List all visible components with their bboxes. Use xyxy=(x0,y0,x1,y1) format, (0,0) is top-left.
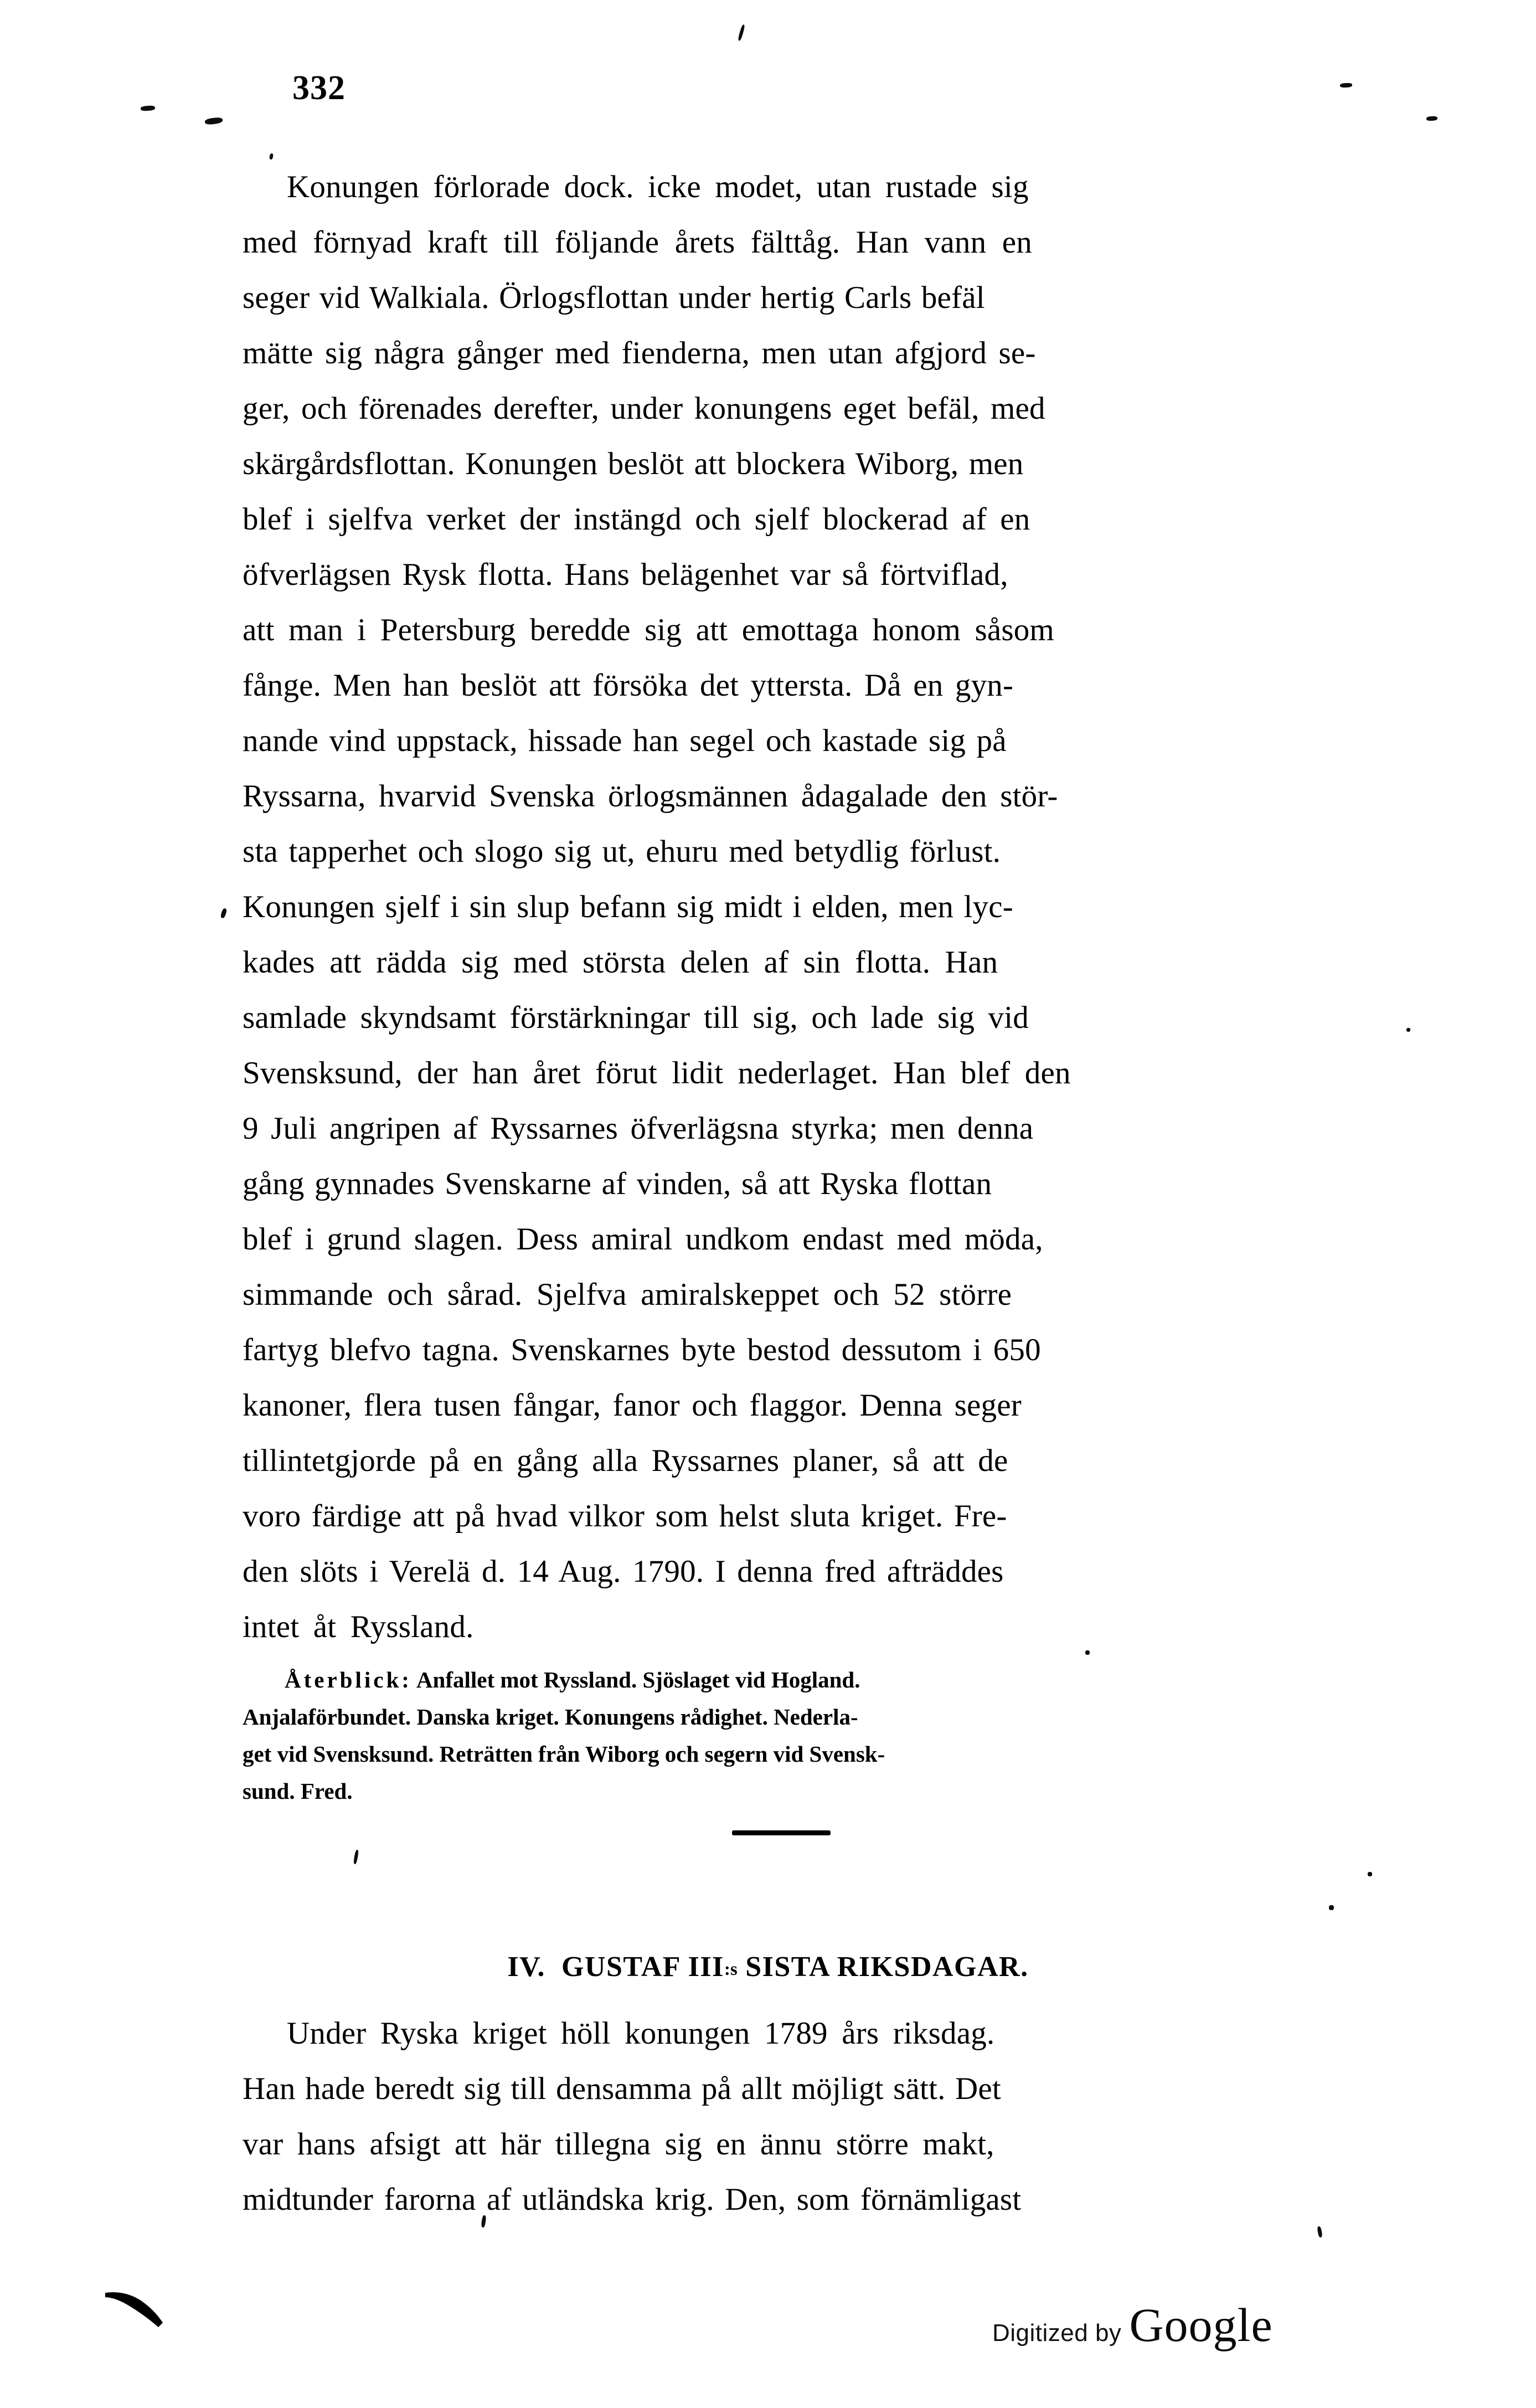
scan-speck xyxy=(269,153,274,159)
body-text-line: den slöts i Verelä d. 14 Aug. 1790. I denna fred afträddes xyxy=(243,1554,1004,1589)
body-text-line: samlade skyndsamt förstärkningar till sig, och lade sig vid xyxy=(243,1000,1029,1035)
body-text-line: simmande och sårad. Sjelfva amiralskeppet och 52 större xyxy=(243,1277,1012,1312)
body-text-line: sta tapperhet och slogo sig ut, ehuru med betydlig förlust. xyxy=(243,834,1001,869)
scan-speck xyxy=(1368,1872,1372,1876)
body-text-line: kanoner, flera tusen fångar, fanor och flaggor. Denna seger xyxy=(243,1388,1022,1423)
recap-label: Återblick: xyxy=(285,1667,412,1692)
scan-smudge-artifact xyxy=(105,2286,210,2334)
body-text-line: med förnyad kraft till följande årets fälttåg. Han vann en xyxy=(243,225,1032,260)
scan-speck xyxy=(1406,1028,1410,1032)
recap-line: sund. Fred. xyxy=(243,1778,353,1804)
body-text-line: att man i Petersburg beredde sig att emottaga honom såsom xyxy=(243,613,1054,647)
google-watermark xyxy=(992,2297,1273,2358)
section-divider-rule xyxy=(732,1830,831,1835)
body-text-line: mätte sig några gånger med fienderna, men utan afgjord se- xyxy=(243,336,1036,371)
running-head xyxy=(0,71,1536,115)
scan-speck xyxy=(1329,1905,1334,1910)
body-paragraph xyxy=(243,159,1295,1655)
watermark-prefix-text: Digitized by xyxy=(992,2319,1122,2347)
body-text-line: kades att rädda sig med största delen af sin flotta. Han xyxy=(243,945,998,980)
body-text-line: nande vind uppstack, hissade han segel och kastade sig på xyxy=(243,723,1007,758)
body-text-line: Konungen förlorade dock. icke modet, utan rustade sig xyxy=(287,169,1029,204)
body-text-line: Ryssarna, hvarvid Svenska örlogsmännen ådagalade den stör- xyxy=(243,779,1058,814)
body-text-line: fartyg blefvo tagna. Svenskarnes byte bestod dessutom i 650 xyxy=(243,1332,1041,1367)
body-text-line: gång gynnades Svenskarne af vinden, så att Ryska flottan xyxy=(243,1166,992,1201)
chapter-title-main: GUSTAF III xyxy=(561,1951,724,1983)
tail-text-line: midtunder farorna af utländska krig. Den, som förnämligast xyxy=(243,2182,1022,2217)
tail-paragraph xyxy=(243,2006,1295,2227)
recap-line: get vid Svensksund. Reträtten från Wiborg och segern vid Svensk- xyxy=(243,1741,885,1767)
body-text-line: 9 Juli angripen af Ryssarnes öfverlägsna styrka; men denna xyxy=(243,1111,1034,1146)
scan-speck xyxy=(220,908,227,919)
chapter-title-ordinal-suffix: :s xyxy=(724,1959,738,1979)
scan-speck xyxy=(738,24,745,41)
body-text-line: fånge. Men han beslöt att försöka det yttersta. Då en gyn- xyxy=(243,668,1014,703)
recap-line: Anjalaförbundet. Danska kriget. Konungens rådighet. Nederla- xyxy=(243,1704,858,1730)
body-text-line: voro färdige att på hvad vilkor som helst sluta kriget. Fre- xyxy=(243,1499,1007,1534)
body-text-line: ger, och förenades derefter, under konungens eget befäl, med xyxy=(243,391,1045,426)
body-text-line: öfverlägsen Rysk flotta. Hans belägenhet var så förtviflad, xyxy=(243,557,1008,592)
scan-speck xyxy=(1426,116,1437,121)
tail-text-line: Under Ryska kriget höll konungen 1789 års riksdag. xyxy=(287,2016,995,2051)
body-text-line: tillintetgjorde på en gång alla Ryssarnes planer, så att de xyxy=(243,1443,1008,1478)
body-text-line: Svensksund, der han året förut lidit nederlaget. Han blef den xyxy=(243,1056,1071,1090)
scan-speck xyxy=(204,117,223,125)
tail-text-line: Han hade beredt sig till densamma på allt möjligt sätt. Det xyxy=(243,2071,1001,2106)
body-text-line: Konungen sjelf i sin slup befann sig midt i elden, men lyc- xyxy=(243,889,1013,924)
body-text-line: seger vid Walkiala. Örlogsflottan under hertig Carls befäl xyxy=(243,280,985,315)
watermark-brand-text: Google xyxy=(1129,2298,1273,2352)
recap-line xyxy=(243,1661,1306,1699)
scan-speck xyxy=(1317,2226,1322,2238)
recap-block xyxy=(243,1661,1306,1810)
scan-speck xyxy=(353,1850,359,1865)
recap-line-text: Anfallet mot Ryssland. Sjöslaget vid Hogland. xyxy=(416,1667,860,1692)
body-text-line: skärgårdsflottan. Konungen beslöt att blockera Wiborg, men xyxy=(243,446,1024,481)
chapter-heading xyxy=(0,1951,1536,1983)
chapter-number: IV. xyxy=(507,1951,545,1983)
tail-text-line: var hans afsigt att här tillegna sig en ännu större makt, xyxy=(243,2127,994,2162)
page-number: 332 xyxy=(292,69,346,107)
body-text-line: intet åt Ryssland. xyxy=(243,1609,474,1644)
body-text-line: blef i sjelfva verket der instängd och sjelf blockerad af en xyxy=(243,502,1030,537)
body-text-line: blef i grund slagen. Dess amiral undkom endast med möda, xyxy=(243,1222,1043,1257)
chapter-title-rest: SISTA RIKSDAGAR. xyxy=(745,1951,1029,1983)
